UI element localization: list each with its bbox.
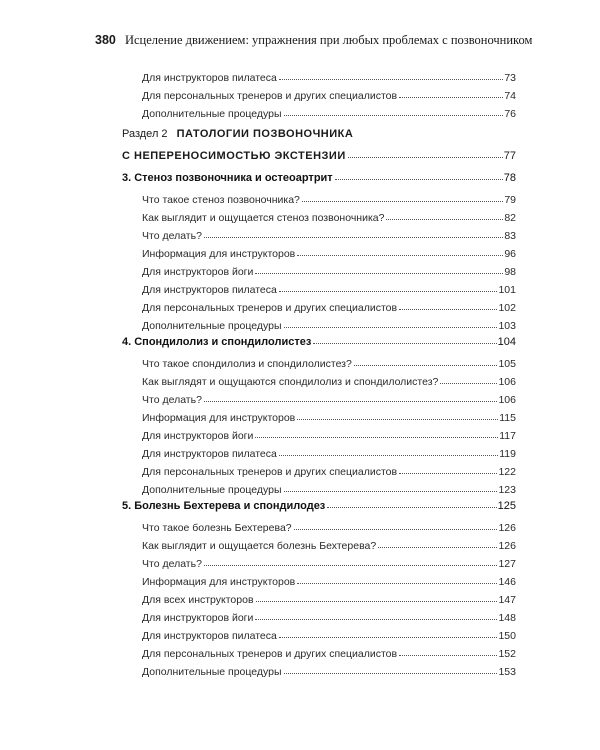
toc-chapter[interactable]	[122, 168, 516, 184]
toc-entry[interactable]	[142, 68, 516, 84]
toc-entry-title: Для персональных тренеров и других специалистов	[142, 648, 398, 660]
toc-entry-page: 126	[498, 540, 516, 552]
leader-dots	[204, 565, 498, 566]
leader-dots	[297, 255, 503, 256]
toc-entry[interactable]	[142, 536, 516, 552]
toc-entry[interactable]	[142, 408, 516, 424]
section-title-line2: С НЕПЕРЕНОСИМОСТЬЮ ЭКСТЕНЗИИ	[122, 150, 346, 162]
chapter-title: 4. Спондилолиз и спондилолистез	[122, 336, 312, 348]
toc-entry-page: 82	[504, 212, 516, 224]
leader-dots	[313, 343, 496, 344]
leader-dots	[297, 419, 498, 420]
toc-entry-title: Дополнительные процедуры	[142, 666, 282, 678]
toc-entry-page: 73	[504, 72, 516, 84]
section-heading-line1	[122, 128, 516, 144]
leader-dots	[294, 529, 498, 530]
toc-entry-page: 76	[504, 108, 516, 120]
toc-entry-page: 126	[498, 522, 516, 534]
chapter-page: 125	[497, 500, 516, 512]
section-title-line1: ПАТОЛОГИИ ПОЗВОНОЧНИКА	[176, 128, 354, 140]
leader-dots	[284, 115, 504, 116]
toc-entry-title: Для инструкторов пилатеса	[142, 72, 277, 84]
toc-entry[interactable]	[142, 208, 516, 224]
leader-dots	[348, 157, 503, 158]
toc-entry-title: Что делать?	[142, 230, 202, 242]
toc-entry[interactable]	[142, 462, 516, 478]
toc-entry[interactable]	[142, 190, 516, 206]
leader-dots	[399, 655, 497, 656]
leader-dots	[354, 365, 498, 366]
toc-entry-page: 101	[498, 284, 516, 296]
toc-entry-page: 123	[498, 484, 516, 496]
toc-entry-title: Что делать?	[142, 558, 202, 570]
toc-entry[interactable]	[142, 86, 516, 102]
toc-entry-title: Что делать?	[142, 394, 202, 406]
toc-entry-page: 117	[499, 430, 516, 442]
toc-entry[interactable]	[142, 554, 516, 570]
leader-dots	[399, 309, 497, 310]
toc-entry[interactable]	[142, 316, 516, 332]
section-heading[interactable]	[122, 128, 516, 162]
toc-entry[interactable]	[142, 426, 516, 442]
leader-dots	[256, 601, 498, 602]
toc-entry-title: Для персональных тренеров и других специалистов	[142, 90, 398, 102]
toc-entry-page: 105	[498, 358, 516, 370]
toc-entry-title: Для инструкторов пилатеса	[142, 448, 277, 460]
section-page: 77	[503, 150, 516, 162]
leader-dots	[297, 583, 497, 584]
chapter-page: 78	[503, 172, 516, 184]
toc-entry-title: Дополнительные процедуры	[142, 320, 282, 332]
toc-entry[interactable]	[142, 444, 516, 460]
toc-entry-page: 152	[498, 648, 516, 660]
toc-entry-title: Что такое стеноз позвоночника?	[142, 194, 300, 206]
leader-dots	[284, 673, 498, 674]
leader-dots	[335, 179, 503, 180]
toc-entry-page: 98	[504, 266, 516, 278]
toc-entry[interactable]	[142, 280, 516, 296]
toc-entry-page: 103	[498, 320, 516, 332]
toc-entry-title: Как выглядит и ощущается болезнь Бехтерева?	[142, 540, 377, 552]
toc-entry-title: Для инструкторов пилатеса	[142, 630, 277, 642]
leader-dots	[279, 79, 503, 80]
leader-dots	[302, 201, 503, 202]
toc-entry[interactable]	[142, 662, 516, 678]
toc-entry[interactable]	[142, 480, 516, 496]
leader-dots	[255, 437, 498, 438]
toc-entry[interactable]	[142, 298, 516, 314]
toc-entry[interactable]	[142, 372, 516, 388]
toc-entry[interactable]	[142, 226, 516, 242]
toc-entry-page: 127	[498, 558, 516, 570]
toc-entry-title: Что такое болезнь Бехтерева?	[142, 522, 292, 534]
toc-chapter[interactable]	[122, 332, 516, 348]
leader-dots	[327, 507, 496, 508]
toc-entry-title: Дополнительные процедуры	[142, 484, 282, 496]
leader-dots	[279, 291, 498, 292]
toc-entry-title: Информация для инструкторов	[142, 412, 296, 424]
toc-entry-title: Что такое спондилолиз и спондилолистез?	[142, 358, 352, 370]
leader-dots	[440, 383, 497, 384]
toc-entry-page: 119	[499, 448, 516, 460]
toc-entry-page: 106	[498, 376, 516, 388]
leader-dots	[279, 637, 498, 638]
section-prefix: Раздел 2	[122, 128, 168, 140]
toc-entry-title: Информация для инструкторов	[142, 248, 296, 260]
toc-entry[interactable]	[142, 626, 516, 642]
toc-entry[interactable]	[142, 354, 516, 370]
leader-dots	[204, 237, 503, 238]
toc-entry-title: Для персональных тренеров и других специалистов	[142, 466, 398, 478]
toc-chapter[interactable]	[122, 496, 516, 512]
toc-entry[interactable]	[142, 244, 516, 260]
toc-entry-title: Информация для инструкторов	[142, 576, 296, 588]
toc-entry-page: 148	[498, 612, 516, 624]
toc-entry-page: 83	[504, 230, 516, 242]
toc-entry[interactable]	[142, 644, 516, 660]
leader-dots	[255, 619, 497, 620]
toc-entry-page: 150	[498, 630, 516, 642]
leader-dots	[399, 97, 503, 98]
toc-entry[interactable]	[142, 518, 516, 534]
toc-entry-page: 146	[498, 576, 516, 588]
toc-entry-title: Для инструкторов йоги	[142, 266, 254, 278]
toc-entry-page: 122	[498, 466, 516, 478]
toc-entry-page: 106	[498, 394, 516, 406]
page-number: 380	[95, 33, 116, 47]
toc-entry-title: Дополнительные процедуры	[142, 108, 282, 120]
toc-entry-page: 74	[504, 90, 516, 102]
toc-entry-page: 79	[504, 194, 516, 206]
leader-dots	[204, 401, 498, 402]
toc-entry[interactable]	[142, 590, 516, 606]
toc-entry-title: Для инструкторов пилатеса	[142, 284, 277, 296]
toc-entry[interactable]	[142, 104, 516, 120]
toc-entry-page: 115	[499, 412, 516, 424]
toc-entry-title: Для инструкторов йоги	[142, 612, 254, 624]
leader-dots	[399, 473, 497, 474]
toc-entry-title: Для инструкторов йоги	[142, 430, 254, 442]
toc-entry[interactable]	[142, 608, 516, 624]
toc-entry-title: Как выглядит и ощущается стеноз позвоночника?	[142, 212, 385, 224]
leader-dots	[279, 455, 498, 456]
chapter-page: 104	[497, 336, 516, 348]
leader-dots	[284, 491, 498, 492]
leader-dots	[378, 547, 497, 548]
toc-entry-title: Для всех инструкторов	[142, 594, 254, 606]
chapter-title: 3. Стеноз позвоночника и остеоартрит	[122, 172, 333, 184]
toc-entry-page: 153	[498, 666, 516, 678]
leader-dots	[386, 219, 503, 220]
leader-dots	[284, 327, 498, 328]
toc-entry-page: 96	[504, 248, 516, 260]
toc-entry-title: Как выглядят и ощущаются спондилолиз и спондилолистез?	[142, 376, 439, 388]
toc-entry[interactable]	[142, 390, 516, 406]
toc-entry-page: 147	[498, 594, 516, 606]
book-title: Исцеление движением: упражнения при любых проблемах с позвоночником	[124, 33, 533, 47]
chapter-title: 5. Болезнь Бехтерева и спондилодез	[122, 500, 326, 512]
toc-entry[interactable]	[142, 262, 516, 278]
toc-entry[interactable]	[142, 572, 516, 588]
toc-entry-title: Для персональных тренеров и других специалистов	[142, 302, 398, 314]
section-heading-line2	[122, 146, 516, 162]
leader-dots	[255, 273, 503, 274]
toc-entry-page: 102	[498, 302, 516, 314]
